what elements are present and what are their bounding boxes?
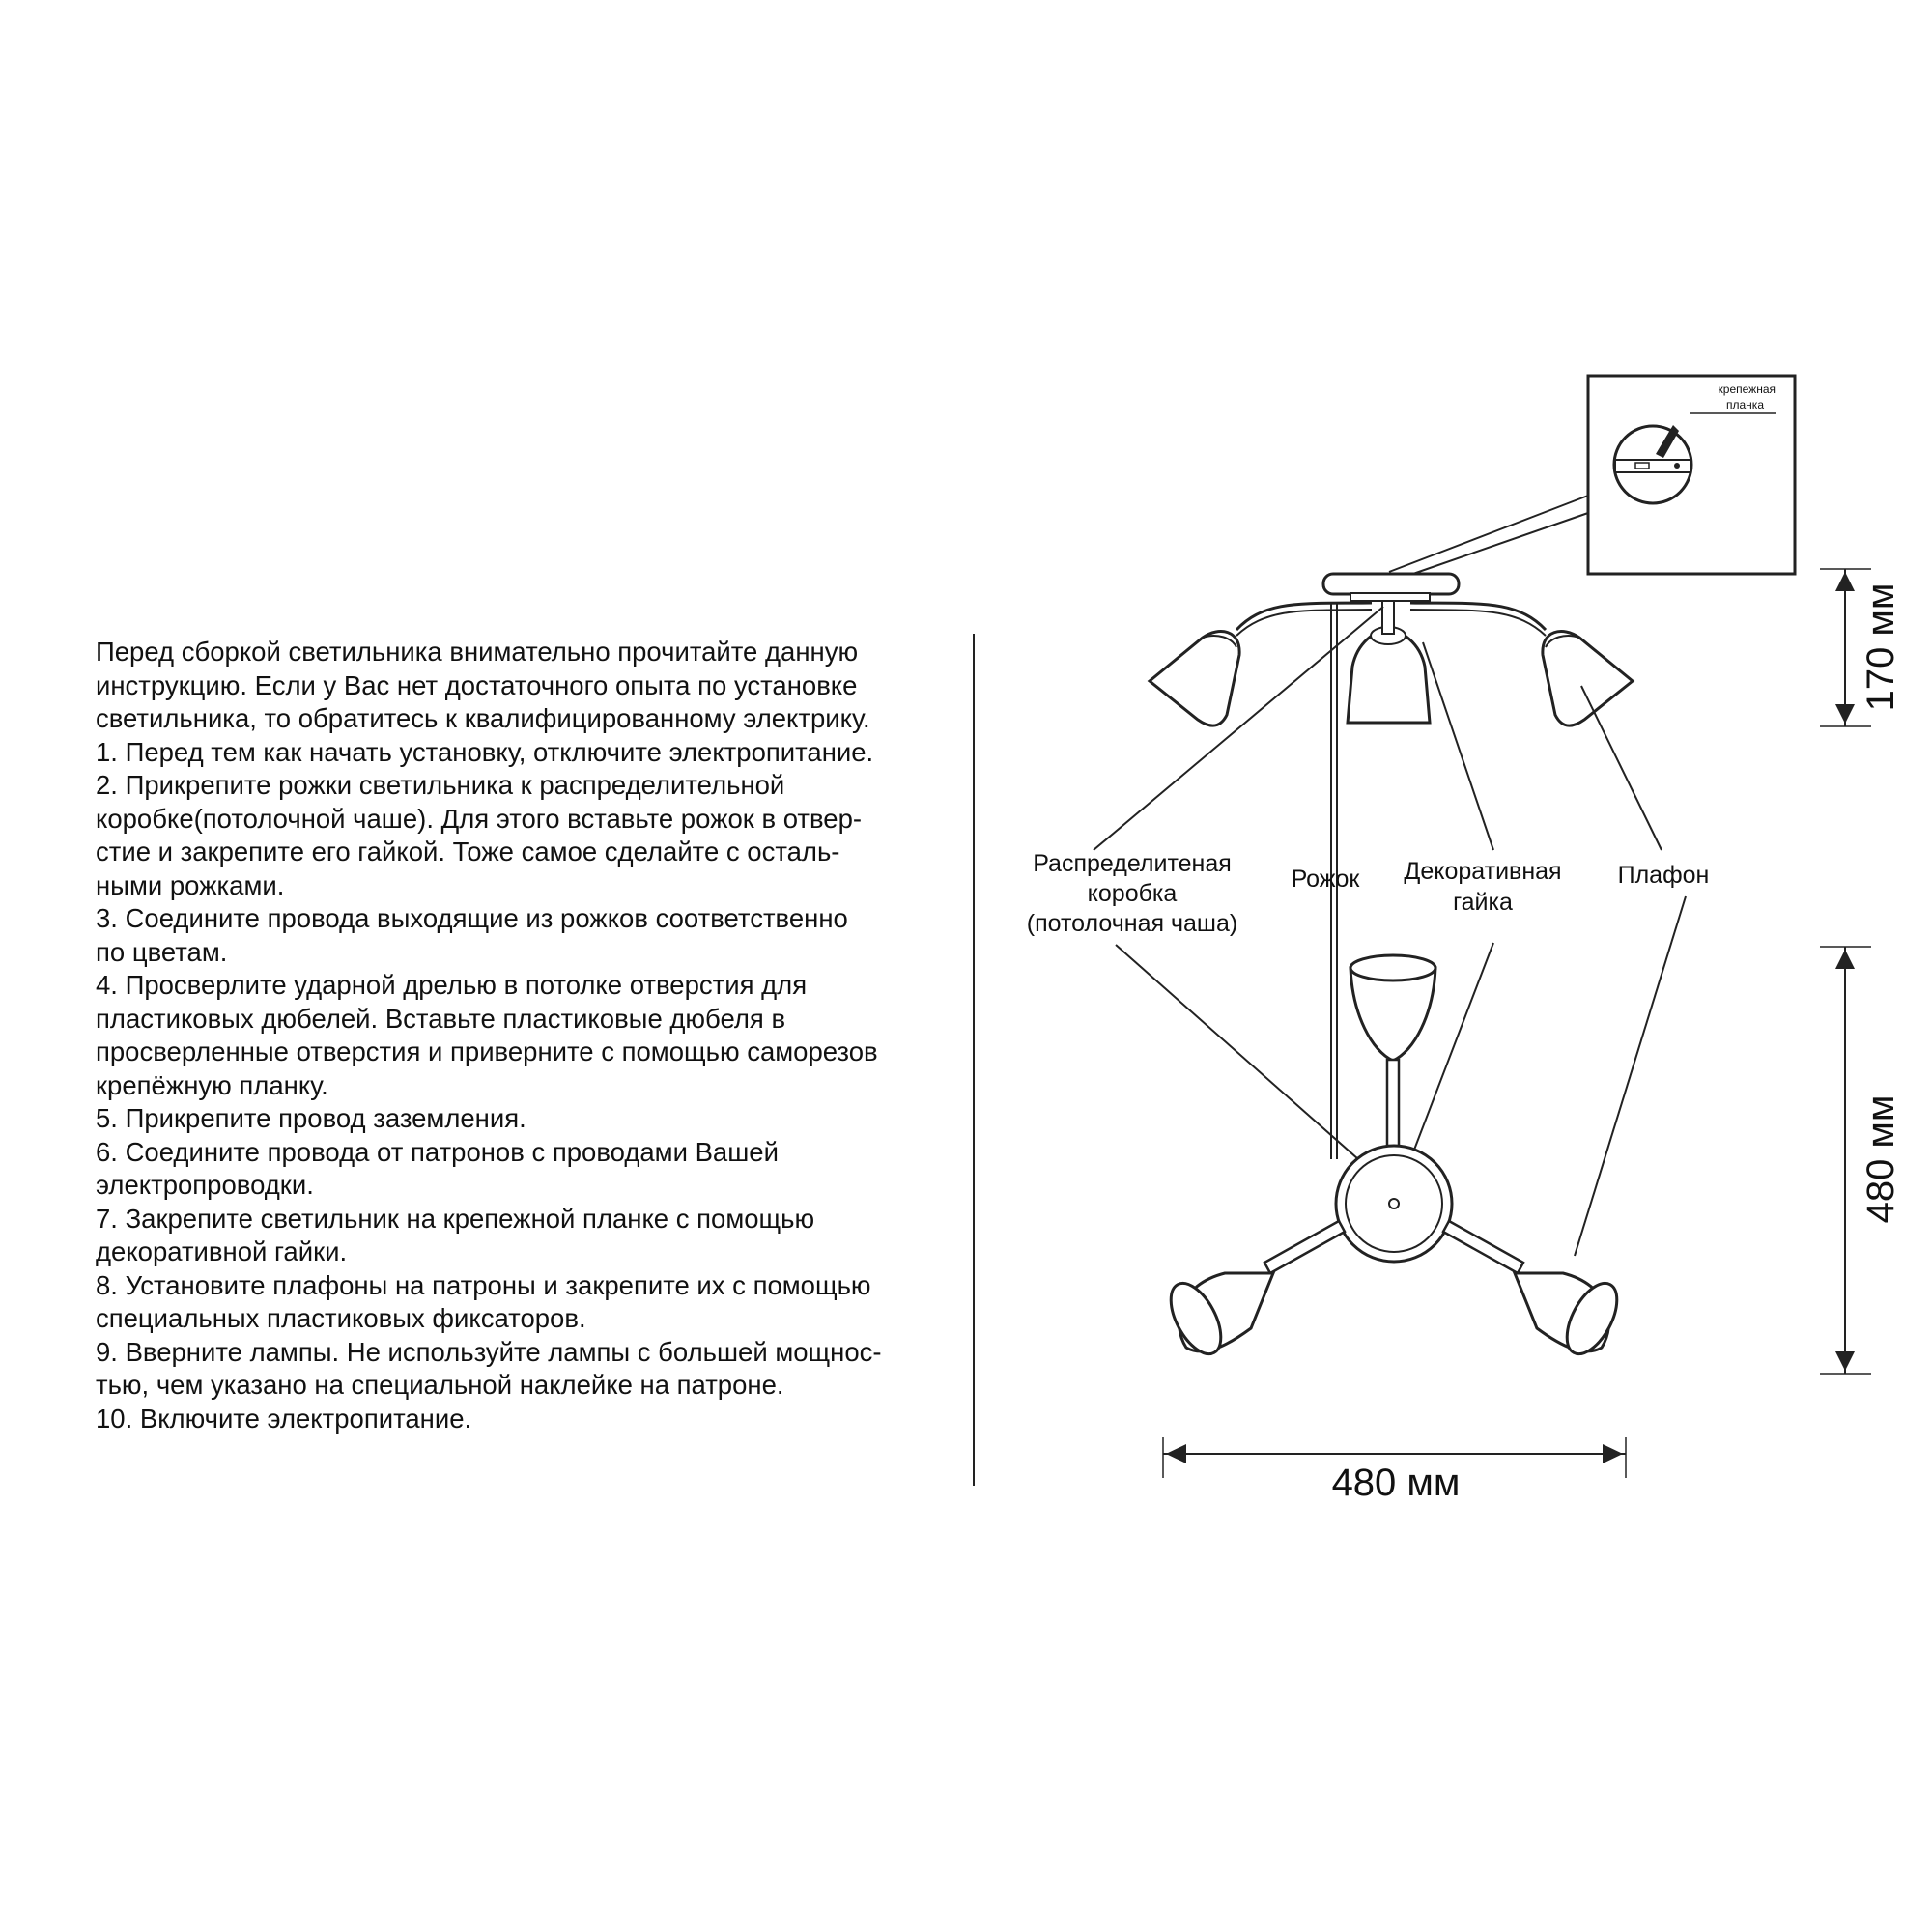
label-arm: Рожок [1291, 866, 1360, 893]
instruction-line: электропроводки. [96, 1170, 314, 1200]
instruction-line: крепёжную планку. [96, 1069, 328, 1100]
instruction-line: просверленные отверстия и приверните с помощью саморезов [96, 1037, 878, 1066]
instruction-line: ными рожками. [96, 869, 285, 900]
instruction-line: 9. Вверните лампы. Не используйте лампы с большей мощнос- [96, 1336, 882, 1367]
instruction-line: 1. Перед тем как начать установку, отключите электропитание. [96, 736, 874, 767]
instruction-line: 3. Соедините провода выходящие из рожков соответственно [96, 903, 848, 933]
instruction-line: декоративной гайки. [96, 1236, 348, 1266]
instruction-line: 6. Соедините провода от патронов с проводами Вашей [96, 1136, 779, 1167]
instruction-line: 5. Прикрепите провод заземления. [96, 1103, 526, 1133]
instruction-line: специальных пластиковых фиксаторов. [96, 1303, 586, 1333]
instruction-line: 2. Прикрепите рожки светильника к распределительной [96, 770, 785, 800]
instruction-line: Перед сборкой светильника внимательно прочитайте данную [96, 637, 859, 667]
mounting-plate-inset [1389, 376, 1795, 575]
instruction-line: инструкцию. Если у Вас нет достаточного опыта по установке [96, 669, 858, 700]
depth-dimension-label: 480 мм [1860, 1094, 1902, 1224]
inset-label-line-2: планка [1726, 398, 1764, 412]
top-view [1161, 955, 1628, 1362]
instruction-line: 4. Просверлите ударной дрелью в потолке отверстия для [96, 970, 808, 1000]
label-junction-box-1: Распределитеная [1033, 850, 1232, 877]
part-labels [1027, 850, 1710, 937]
instruction-line: пластиковых дюбелей. Вставьте пластиковые дюбеля в [96, 1003, 786, 1034]
label-decorative-nut-2: гайка [1453, 889, 1513, 916]
label-decorative-nut-1: Декоративная [1404, 858, 1562, 885]
height-dimension-label: 170 мм [1860, 582, 1902, 712]
instruction-line: по цветам. [96, 936, 228, 967]
instruction-line: тью, чем указано на специальной наклейке на патроне. [96, 1370, 784, 1400]
width-dimension [1163, 1437, 1626, 1504]
label-junction-box-3: (потолочная чаша) [1026, 910, 1238, 937]
label-shade: Плафон [1617, 862, 1710, 889]
instruction-line: 8. Установите плафоны на патроны и закрепите их с помощью [96, 1269, 871, 1300]
width-dimension-label: 480 мм [1331, 1462, 1461, 1504]
label-junction-box-2: коробка [1087, 880, 1178, 907]
inset-label-line-1: крепежная [1718, 383, 1776, 396]
instruction-line: светильника, то обратитесь к квалифицированному электрику. [96, 703, 870, 733]
instruction-line: коробке(потолочной чаше). Для этого вставьте рожок в отвер- [96, 803, 863, 834]
instruction-line: 10. Включите электропитание. [96, 1403, 472, 1434]
depth-dimension [1820, 947, 1902, 1374]
instruction-line: стие и закрепите его гайкой. Тоже самое сделайте с осталь- [96, 837, 840, 867]
height-dimension [1820, 569, 1902, 726]
instruction-line: 7. Закрепите светильник на крепежной планке с помощью [96, 1203, 815, 1234]
